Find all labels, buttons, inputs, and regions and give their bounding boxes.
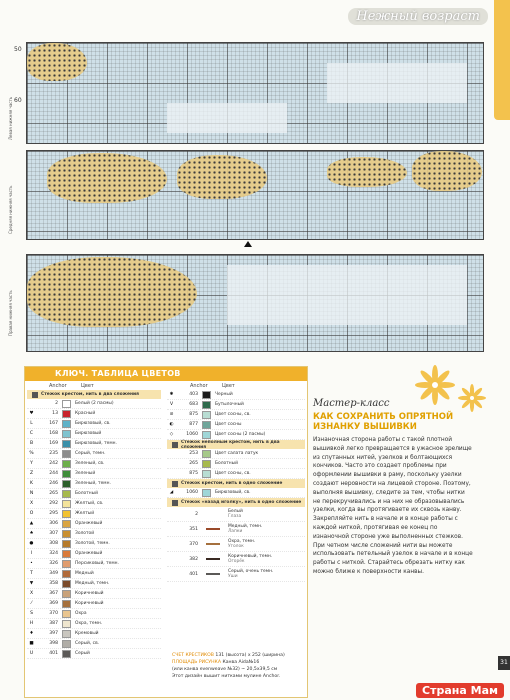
color-name: Бутылочный — [215, 402, 244, 407]
key-row — [27, 529, 161, 539]
note-stitch-count-label: СЧЕТ КРЕСТИКОВ — [172, 653, 214, 658]
stitch-symbol: ⊘ — [169, 412, 174, 417]
anchor-number: 235 — [49, 451, 58, 456]
color-swatch — [62, 580, 71, 588]
color-swatch — [62, 570, 71, 578]
key-row — [167, 420, 305, 430]
color-swatch — [62, 550, 71, 558]
anchor-number: 370 — [49, 611, 58, 616]
anchor-number: 387 — [49, 621, 58, 626]
color-name: Серый, очень темн. Уши — [228, 569, 274, 579]
color-swatch — [202, 489, 211, 497]
color-name: Белый (2 пасмы) — [75, 401, 114, 406]
stitch-symbol: Z — [29, 471, 34, 476]
color-name: Охра — [75, 611, 87, 616]
stitch-symbol: ● — [29, 541, 34, 546]
note-canvas: (или канва evenweave №32) ~ 20,5х39,5 см — [172, 667, 278, 672]
anchor-number: 401 — [189, 571, 198, 577]
col-header-anchor: Anchor — [49, 383, 67, 389]
anchor-number: 367 — [49, 591, 58, 596]
stitch-symbol: ♥ — [29, 411, 34, 416]
color-swatch — [206, 558, 220, 560]
stitch-symbol: U — [29, 651, 34, 656]
anchor-number: 875 — [189, 412, 198, 417]
stitch-symbol: ▼ — [29, 581, 34, 586]
color-swatch — [62, 540, 71, 548]
key-row — [27, 649, 161, 659]
color-swatch — [202, 460, 211, 468]
stitch-symbol — [167, 556, 176, 563]
key-row — [167, 430, 305, 440]
master-class-article — [313, 398, 473, 577]
color-key-table — [24, 366, 308, 698]
key-row — [27, 399, 161, 409]
color-swatch — [202, 411, 211, 419]
color-name: Цвет сосны (2 пасмы) — [215, 432, 266, 437]
note-threads: Этот дизайн вышит нитками мулине Anchor. — [172, 674, 281, 679]
anchor-number: 306 — [49, 521, 58, 526]
color-name: Белый Глаза — [228, 509, 243, 519]
color-swatch — [62, 520, 71, 528]
section-header: Стежок крестом, нить в одно сложение — [167, 479, 305, 488]
pale-area — [167, 103, 287, 133]
anchor-number: 244 — [49, 471, 58, 476]
color-name: Зеленый — [75, 471, 96, 476]
color-name: Серый, темн. — [75, 451, 106, 456]
color-name: Цвет сосны — [215, 422, 242, 427]
anchor-number: 875 — [189, 471, 198, 476]
color-name: Кремовый — [75, 631, 99, 636]
key-row — [167, 537, 305, 552]
key-row — [27, 609, 161, 619]
key-row — [167, 552, 305, 567]
anchor-number: 2 — [195, 511, 198, 517]
color-name: Медный, темн. — [75, 581, 110, 586]
motif-shape — [47, 153, 167, 203]
color-name: Бирюзовый, св. — [75, 421, 111, 426]
color-name: Золотой — [75, 531, 95, 536]
motif-shape — [412, 151, 482, 191]
key-row — [167, 469, 305, 479]
note-stitch-count: 131 (высота) х 252 (ширина) — [215, 653, 285, 658]
color-name: Коричневый — [75, 591, 104, 596]
anchor-number: 351 — [189, 526, 198, 532]
key-row — [167, 400, 305, 410]
stitch-symbol — [167, 541, 176, 548]
color-name: Коричневый, темн. Огорёк — [228, 554, 273, 564]
key-row — [167, 410, 305, 420]
color-swatch — [62, 500, 71, 508]
chart-label-middle: Средняя нижняя часть — [8, 185, 13, 234]
stitch-symbol: N — [29, 491, 34, 496]
key-row — [27, 439, 161, 449]
note-area-label: ПЛОЩАДЬ РИСУНКА — [172, 660, 221, 665]
color-swatch — [62, 420, 71, 428]
anchor-number: 2 — [55, 401, 58, 406]
stitch-symbol — [167, 460, 176, 467]
color-swatch — [62, 430, 71, 438]
anchor-number: 246 — [49, 481, 58, 486]
key-row — [167, 567, 305, 582]
pattern-chart-left — [26, 42, 484, 144]
color-swatch — [62, 480, 71, 488]
color-name: Золотой, темн. — [75, 541, 110, 546]
color-swatch — [202, 401, 211, 409]
color-name: Медный, темн. Лапки — [228, 524, 263, 534]
key-notes — [172, 652, 302, 680]
anchor-number: 382 — [189, 556, 198, 562]
motif-shape — [177, 155, 267, 199]
color-swatch — [62, 400, 71, 408]
key-left-column — [27, 390, 161, 659]
pale-area — [327, 63, 467, 103]
key-row — [167, 390, 305, 400]
color-swatch — [62, 650, 71, 658]
section-header: Стежок крестом, нить в два сложения — [27, 390, 161, 399]
stitch-symbol: K — [30, 481, 33, 486]
key-row — [27, 569, 161, 579]
anchor-number: 292 — [49, 501, 58, 506]
stitch-symbol: X — [29, 501, 34, 506]
color-swatch — [62, 640, 71, 648]
color-swatch — [62, 560, 71, 568]
key-title: КЛЮЧ. ТАБЛИЦА ЦВЕТОВ — [25, 367, 307, 381]
anchor-number: 168 — [49, 431, 58, 436]
article-label: Мастер-класс — [313, 398, 390, 409]
color-name: Желтый — [75, 511, 95, 516]
key-row — [27, 479, 161, 489]
color-name: Болотный — [75, 491, 98, 496]
stitch-symbol: S — [30, 611, 33, 616]
stitch-symbol — [167, 511, 176, 518]
stitch-symbol: B — [29, 441, 34, 446]
color-swatch — [62, 530, 71, 538]
key-row — [27, 499, 161, 509]
color-swatch — [62, 590, 71, 598]
color-name: Коричневый — [75, 601, 104, 606]
color-name: Красный — [75, 411, 96, 416]
stitch-symbol: V — [169, 402, 174, 407]
key-row — [27, 449, 161, 459]
chart-label-right: Правая нижняя часть — [8, 290, 13, 336]
color-swatch — [202, 450, 211, 458]
key-row — [27, 519, 161, 529]
color-swatch — [202, 470, 211, 478]
col-header-color: Цвет — [81, 383, 94, 389]
anchor-number: 397 — [49, 631, 58, 636]
stitch-symbol: ◐ — [169, 422, 174, 427]
row-number-60: 60 — [14, 97, 22, 104]
color-name: Оранжевый — [75, 521, 103, 526]
stitch-symbol: • — [30, 561, 33, 566]
key-row — [27, 589, 161, 599]
key-row — [167, 488, 305, 498]
color-name: Серый — [75, 651, 90, 656]
anchor-number: 326 — [49, 561, 58, 566]
key-row — [27, 429, 161, 439]
section-header: Стежок «назад иголку», нить в одно сложение — [167, 498, 305, 507]
color-name: Персиковый, темн. — [75, 561, 119, 566]
color-swatch — [206, 543, 220, 545]
color-swatch — [206, 513, 220, 515]
stitch-symbol — [167, 571, 176, 578]
stitch-symbol: ♠ — [29, 531, 34, 536]
stitch-symbol — [167, 526, 176, 533]
anchor-number: 169 — [49, 441, 58, 446]
motif-shape — [27, 257, 197, 327]
color-name: Медный — [75, 571, 94, 576]
anchor-number: 1060 — [186, 432, 198, 437]
stitch-symbol — [167, 470, 176, 477]
row-number-50: 50 — [14, 46, 22, 53]
stitch-symbol: ■ — [29, 641, 34, 646]
pale-area — [227, 265, 467, 325]
stitch-symbol: ✱ — [169, 392, 174, 397]
key-row — [167, 507, 305, 522]
article-body: Изнаночная сторона работы с такой плотной вышивкой легко превращается в ужасное зрелище из спутанных нитей, узелков и болтающихся кончиков. Часто это создает проблемы при оформлении вышивки в раму, поскольку узелки создают неровности на лицевой стороне. Поэтому, выполняя вышивку, следите за тем, чтобы нитки не перекручивались и на них не образовывались узелки, когда вы протягиваете их сквозь канву. Закрепляйте нить в начале и в конце работы с каждой ниткой, протягивая ее конец по изнаночной стороне уже выполненных стежков. При четном числе сложений нити вы можете использовать петельный узелок в начале и в конце работы с ниткой. Старайтесь обрезать нитку как можно ближе к поверхности канвы. — [313, 437, 473, 575]
stitch-symbol — [27, 400, 36, 407]
color-swatch — [62, 450, 71, 458]
anchor-number: 877 — [189, 422, 198, 427]
key-row — [27, 409, 161, 419]
color-name: Бирюзовый, темн. — [75, 441, 117, 446]
key-row — [27, 549, 161, 559]
key-right-column — [167, 390, 305, 582]
chart-label-left: Левая нижняя часть — [8, 96, 13, 140]
key-row — [27, 559, 161, 569]
stitch-symbol: ▲ — [29, 521, 34, 526]
motif-shape — [327, 157, 407, 187]
stitch-symbol: ◇ — [169, 432, 174, 437]
color-swatch — [206, 528, 220, 530]
color-swatch — [62, 610, 71, 618]
col-header-color: Цвет — [222, 383, 235, 389]
anchor-number: 369 — [49, 601, 58, 606]
key-row — [27, 459, 161, 469]
stitch-symbol — [167, 450, 176, 457]
anchor-number: 265 — [49, 491, 58, 496]
anchor-number: 295 — [49, 511, 58, 516]
color-name: Серый, св. — [75, 641, 100, 646]
stitch-symbol: C — [29, 431, 34, 436]
anchor-number: 324 — [49, 551, 58, 556]
color-swatch — [202, 431, 211, 439]
color-name: Бирюзовый — [75, 431, 102, 436]
key-row — [27, 629, 161, 639]
motif-shape — [27, 43, 87, 81]
anchor-number: 242 — [49, 461, 58, 466]
key-row — [27, 539, 161, 549]
page-number: 31 — [498, 656, 510, 670]
color-name: Болотный — [215, 461, 238, 466]
key-row — [27, 619, 161, 629]
anchor-number: 370 — [189, 541, 198, 547]
key-row — [27, 419, 161, 429]
key-row — [27, 579, 161, 589]
color-name: Черный — [215, 392, 233, 397]
color-name: Бирюзовый, св. — [215, 490, 251, 495]
anchor-number: 358 — [49, 581, 58, 586]
anchor-number: 403 — [189, 392, 198, 397]
anchor-number: 253 — [189, 451, 198, 456]
center-marker-icon — [244, 241, 252, 247]
color-name: Оранжевый — [75, 551, 103, 556]
key-row — [167, 522, 305, 537]
stitch-symbol: % — [29, 451, 34, 456]
color-swatch — [62, 600, 71, 608]
color-swatch — [62, 630, 71, 638]
site-logo: Страна Мам — [416, 683, 504, 698]
color-swatch — [202, 391, 211, 399]
anchor-number: 683 — [189, 402, 198, 407]
anchor-number: 167 — [49, 421, 58, 426]
stitch-symbol: X — [29, 591, 34, 596]
section-header: Стежок неполным крестом, нить в два сложения — [167, 440, 305, 449]
pattern-chart-middle — [26, 150, 484, 240]
stitch-symbol: I — [30, 551, 33, 556]
color-swatch — [202, 421, 211, 429]
key-row — [27, 509, 161, 519]
stitch-symbol: ⁄ — [31, 601, 32, 606]
stitch-symbol: ◢ — [169, 490, 174, 495]
anchor-number: 349 — [49, 571, 58, 576]
color-name: Охра, темн. — [75, 621, 103, 626]
color-name: Зеленый, св. — [75, 461, 105, 466]
anchor-number: 1060 — [186, 490, 198, 495]
stitch-symbol: ♦ — [29, 631, 34, 636]
color-swatch — [62, 620, 71, 628]
key-row — [167, 459, 305, 469]
stitch-symbol: H — [29, 621, 34, 626]
anchor-number: 398 — [49, 641, 58, 646]
pattern-chart-right — [26, 254, 484, 352]
color-name: Цвет сосны, св. — [215, 412, 251, 417]
color-name: Зеленый, темн. — [75, 481, 111, 486]
color-name: Цвет салата латук — [215, 451, 259, 456]
anchor-number: 13 — [52, 411, 58, 416]
col-header-anchor: Anchor — [190, 383, 208, 389]
color-name: Желтый, св. — [75, 501, 104, 506]
anchor-number: 265 — [189, 461, 198, 466]
color-name: Охра, темн. Уголок — [228, 539, 256, 549]
anchor-number: 307 — [49, 531, 58, 536]
page-edge-tab — [494, 0, 510, 120]
key-row — [27, 599, 161, 609]
stitch-symbol: Y — [30, 461, 33, 466]
stitch-symbol: T — [30, 571, 33, 576]
note-area: Канва Aida№16 — [222, 660, 260, 665]
color-swatch — [206, 573, 220, 575]
color-swatch — [62, 490, 71, 498]
key-row — [27, 489, 161, 499]
color-swatch — [62, 510, 71, 518]
color-name: Цвет сосны, св. — [215, 471, 251, 476]
stitch-symbol: L — [30, 421, 33, 426]
section-title: Нежный возраст — [348, 8, 488, 25]
anchor-number: 308 — [49, 541, 58, 546]
key-row — [27, 469, 161, 479]
anchor-number: 401 — [49, 651, 58, 656]
article-heading: КАК СОХРАНИТЬ ОПРЯТНОЙ ИЗНАНКУ ВЫШИВКИ — [313, 412, 454, 432]
key-row — [167, 449, 305, 459]
color-swatch — [62, 470, 71, 478]
color-swatch — [62, 460, 71, 468]
color-swatch — [62, 410, 71, 418]
color-swatch — [62, 440, 71, 448]
key-row — [27, 639, 161, 649]
stitch-symbol: O — [29, 511, 34, 516]
